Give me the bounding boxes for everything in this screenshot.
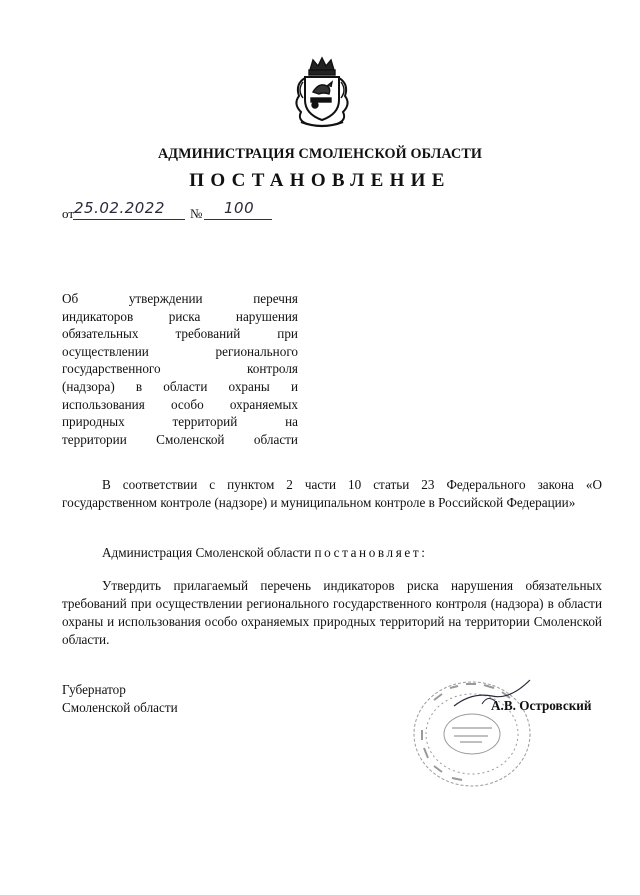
smolensk-coat-of-arms-icon	[291, 56, 353, 130]
subject-line: Об утверждении перечня	[62, 291, 298, 306]
handwritten-number: 100	[224, 199, 255, 217]
subject-line: территории Смоленской области	[62, 431, 298, 447]
handwritten-date: 25.02.2022	[74, 199, 165, 217]
document-subject	[62, 290, 298, 448]
resolution-verb: постановляет:	[314, 545, 428, 560]
document-type-title: ПОСТАНОВЛЕНИЕ	[189, 170, 451, 191]
subject-line: государственного контроля	[62, 361, 298, 377]
subject-line: обязательных требований при	[62, 326, 298, 342]
number-underline	[204, 219, 272, 220]
subject-line: индикаторов риска нарушения	[62, 308, 298, 324]
legal-basis-paragraph: В соответствии с пунктом 2 части 10 статьи 23 Федерального закона «О государственном контроле (надзоре) и муниципальном контроле в Российской Федерации»	[62, 477, 602, 510]
decision-paragraph: Утвердить прилагаемый перечень индикаторов риска нарушения обязательных требований при осуществлении регионального государственного контроля (надзора) в области охраны и использования особо охраняемых природных территорий на территории Смоленской области.	[62, 578, 602, 647]
subject-line: осуществлении регионального	[62, 343, 298, 359]
position-line: Губернатор	[62, 682, 126, 697]
signatory-name: А.В. Островский	[491, 698, 592, 713]
signatory-position	[62, 681, 178, 716]
date-from-label: от	[62, 206, 75, 221]
organization-name: АДМИНИСТРАЦИЯ СМОЛЕНСКОЙ ОБЛАСТИ	[157, 146, 483, 162]
date-underline	[73, 219, 185, 220]
subject-line: (надзора) в области охраны и	[62, 378, 298, 394]
position-line: Смоленской области	[62, 699, 178, 715]
subject-line: природных территорий на	[62, 414, 298, 430]
subject-line: использования особо охраняемых	[62, 396, 298, 412]
resolution-prefix: Администрация Смоленской области	[102, 545, 315, 560]
resolution-paragraph	[62, 544, 602, 562]
number-label: №	[190, 206, 203, 221]
